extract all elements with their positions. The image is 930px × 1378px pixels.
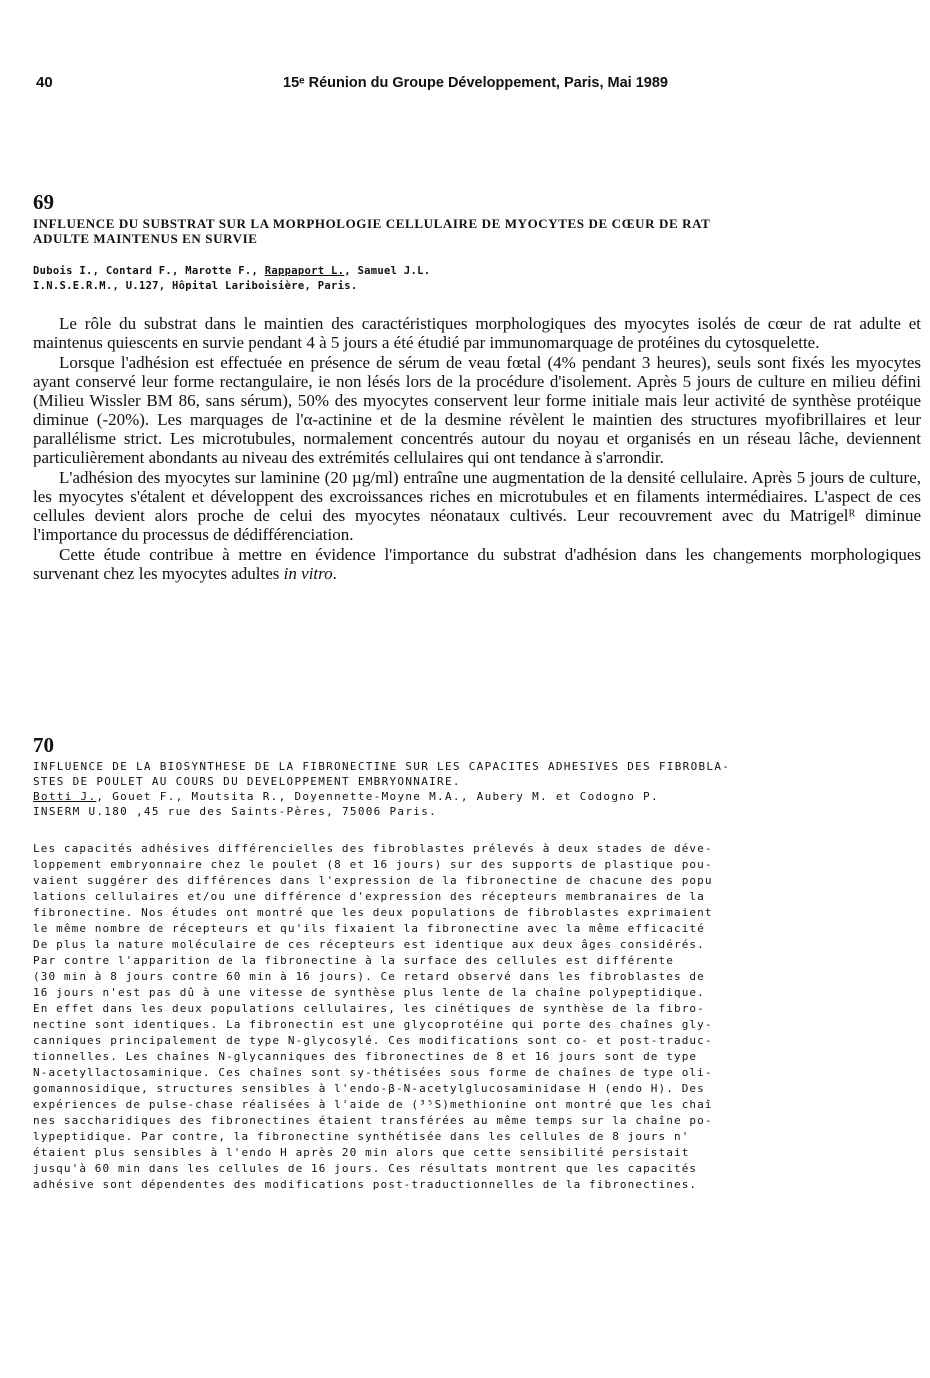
paragraph-end: . bbox=[332, 564, 337, 583]
body-line: adhésive sont dépendentes des modifications post-traductionnelles de la fibronectines. bbox=[33, 1178, 698, 1191]
title-line: INFLUENCE DU SUBSTRAT SUR LA MORPHOLOGIE CELLULAIRE DE MYOCYTES DE CŒUR DE RAT bbox=[33, 216, 711, 231]
page-number: 40 bbox=[36, 74, 53, 91]
body-line: nes saccharidiques des fibronectines étaient transférées au même temps sur la chaîne po- bbox=[33, 1114, 713, 1127]
body-line: Par contre l'apparition de la fibronectine à la surface des cellules est différente bbox=[33, 954, 674, 967]
body-line: N-acetyllactosaminique. Ces chaînes sont sy-thétisées sous forme de chaînes de type oli- bbox=[33, 1066, 713, 1079]
abstract-69 bbox=[33, 190, 921, 583]
abstract-title bbox=[33, 216, 921, 246]
running-header: 15ᵉ Réunion du Groupe Développement, Paris, Mai 1989 bbox=[283, 75, 668, 91]
body-line: fibronectine. Nos études ont montré que les deux populations de fibroblastes exprimaient bbox=[33, 906, 713, 919]
author-list bbox=[33, 264, 921, 279]
paragraph-text: Cette étude contribue à mettre en évidence l'importance du substrat d'adhésion dans les changements morphologiques survenant chez les myocytes adultes bbox=[33, 545, 921, 583]
abstract-number: 70 bbox=[33, 733, 54, 757]
affiliation: INSERM U.180 ,45 rue des Saints-Pères, 75006 Paris. bbox=[33, 805, 438, 818]
presenting-author: Botti J. bbox=[33, 790, 97, 803]
body-line: canniques principalement de type N-glycosylé. Ces modifications sont co- et post-traduc- bbox=[33, 1034, 713, 1047]
abstract-70 bbox=[33, 733, 927, 1193]
body-line: le même nombre de récepteurs et qu'ils fixaient la fibronectine avec la même efficacité bbox=[33, 922, 705, 935]
affiliation: I.N.S.E.R.M., U.127, Hôpital Lariboisière, Paris. bbox=[33, 280, 358, 292]
body-line: lations cellulaires et/ou une différence d'expression des récepteurs membranaires de la bbox=[33, 890, 705, 903]
abstract-title bbox=[33, 759, 927, 789]
abstract-number: 69 bbox=[33, 190, 54, 214]
body-line: vaient suggérer des différences dans l'expression de la fibronectine de chacune des popu bbox=[33, 874, 713, 887]
title-line: ADULTE MAINTENUS EN SURVIE bbox=[33, 231, 258, 246]
paragraph bbox=[33, 545, 921, 583]
abstract-body bbox=[33, 314, 921, 583]
body-line: De plus la nature moléculaire de ces récepteurs est identique aux deux âges considérés. bbox=[33, 938, 705, 951]
authors-block bbox=[33, 264, 921, 294]
title-line: INFLUENCE DE LA BIOSYNTHESE DE LA FIBRONECTINE SUR LES CAPACITES ADHESIVES DES FIBROBLA- bbox=[33, 760, 731, 773]
body-line: En effet dans les deux populations cellulaires, les cinétiques de synthèse de la fibro- bbox=[33, 1002, 705, 1015]
body-line: étaient plus sensibles à l'endo H après 20 min alors que cette sensibilité persistait bbox=[33, 1146, 690, 1159]
authors-text: , Samuel J.L. bbox=[344, 265, 431, 277]
body-line: lypeptidique. Par contre, la fibronectine synthétisée dans les cellules de 8 jours n' bbox=[33, 1130, 690, 1143]
body-line: expériences de pulse-chase réalisées à l'aide de (³⁵S)methionine ont montré que les chaî bbox=[33, 1098, 713, 1111]
body-line: tionnelles. Les chaînes N-glycanniques des fibronectines de 8 et 16 jours sont de type bbox=[33, 1050, 698, 1063]
body-line: (30 min à 8 jours contre 60 min à 16 jours). Ce retard observé dans les fibroblastes de bbox=[33, 970, 705, 983]
italic-term: in vitro bbox=[283, 564, 333, 583]
author-list bbox=[33, 789, 927, 804]
title-line: STES DE POULET AU COURS DU DEVELOPPEMENT EMBRYONNAIRE. bbox=[33, 775, 461, 788]
body-line: 16 jours n'est pas dû à une vitesse de synthèse plus lente de la chaîne polypeptidique. bbox=[33, 986, 705, 999]
paragraph: L'adhésion des myocytes sur laminine (20 µg/ml) entraîne une augmentation de la densité cellulaire. Après 5 jours de culture, les myocytes s'étalent et développent des excroissances riches en microtubules et en filaments intermédiaires. L'aspect de ces cellules devient alors proche de celui des myocytes néonataux cultivés. Leur recouvrement avec du Matrigelᴿ diminue l'importance du processus de dédifférenciation. bbox=[33, 468, 921, 544]
authors-text: Dubois I., Contard F., Marotte F., bbox=[33, 265, 265, 277]
body-line: gomannosidique, structures sensibles à l'endo-β-N-acetylglucosaminidase H (endo H). Des bbox=[33, 1082, 705, 1095]
paragraph: Le rôle du substrat dans le maintien des caractéristiques morphologiques des myocytes isolés de cœur de rat adulte et maintenus quiescents en survie pendant 4 à 5 jours a été étudié par immunomarquage de protéines du cytosquelette. bbox=[33, 314, 921, 352]
body-line: loppement embryonnaire chez le poulet (8 et 16 jours) sur des supports de plastique pou- bbox=[33, 858, 713, 871]
abstract-body bbox=[33, 841, 927, 1193]
paragraph: Lorsque l'adhésion est effectuée en présence de sérum de veau fœtal (4% pendant 3 heures), seuls sont fixés les myocytes ayant conservé leur forme rectangulaire, ie non lésés lors de la procédure d'isolement. Après 5 jours de culture en milieu défini (Milieu Wissler BM 86, sans sérum), 50% des myocytes conservent leur forme initiale mais leur activité de synthèse protéique diminue (-20%). Les marquages de l'α-actinine et de la desmine révèlent le maintien des structures myofibrillaires et leur parallélisme strict. Les microtubules, normalement concentrés autour du noyau et organisés en un réseau lâche, deviennent particulièrement abondants au niveau des extrémités cellulaires qui ont tendance à s'arrondir. bbox=[33, 353, 921, 467]
authors-text: , Gouet F., Moutsita R., Doyennette-Moyne M.A., Aubery M. et Codogno P. bbox=[96, 790, 659, 803]
body-line: jusqu'à 60 min dans les cellules de 16 jours. Ces résultats montrent que les capacités bbox=[33, 1162, 698, 1175]
authors-block bbox=[33, 789, 927, 819]
body-line: nectine sont identiques. La fibronectin est une glycoprotéine qui porte des chaînes gly- bbox=[33, 1018, 713, 1031]
body-line: Les capacités adhésives différencielles des fibroblastes prélevés à deux stades de déve- bbox=[33, 842, 713, 855]
page-header bbox=[36, 74, 696, 98]
presenting-author: Rappaport L. bbox=[264, 265, 345, 277]
